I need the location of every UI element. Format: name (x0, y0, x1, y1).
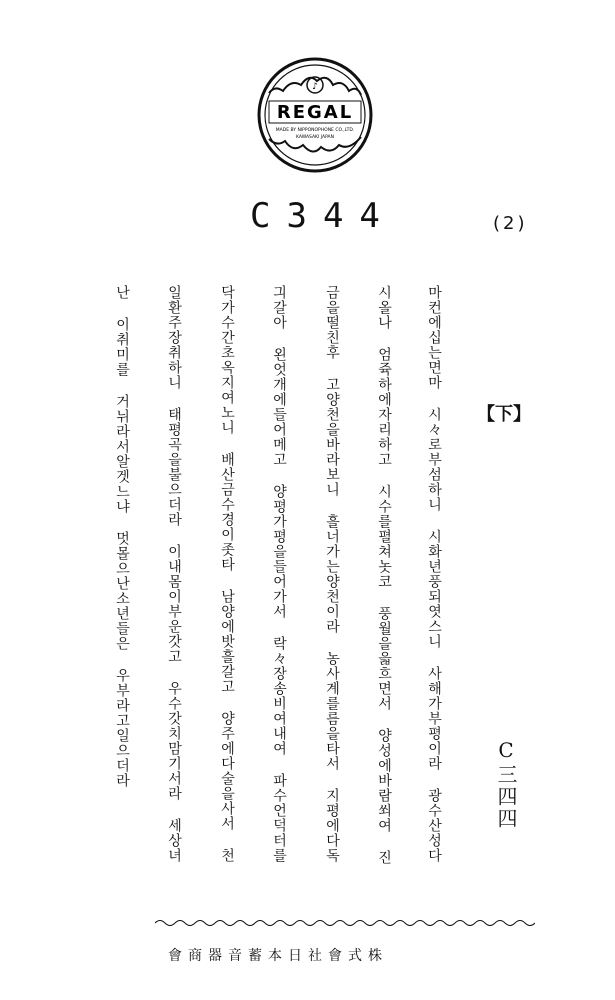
brand-places: KAWASAKI JAPAN (296, 135, 334, 140)
lyrics-column: 금을떨친후 고양천을바라보니 흘너가는양천이라 농사계를름을타서 지평에다독 (324, 285, 340, 863)
catalog-number: C344 (250, 196, 396, 236)
lyrics-column: 시올나 엄쥭하에자리하고 시수를펼쳐놋코 풍월을읇흐면서 양성에바람쐬여 진 (376, 285, 392, 865)
decorative-wavy-rule (155, 918, 535, 928)
regal-label-logo (255, 55, 375, 175)
lyrics-column: 닥가수간초옥지여노니 배산금수경이좃타 남양에밧흘갈고 양주에다술을사서 천 (219, 285, 235, 863)
side-number: (2) (493, 213, 528, 234)
part-marker: 【下】 (477, 404, 531, 425)
lyrics-column: 마컨에십는면마 시々로부섬하니 시화년풍되엿스니 사해가부평이라 광수산성다 (426, 285, 442, 863)
lyrics-column: 일환주장취하니 태평곡을불으더라 이내몸이부운갓고 우수갓치맘기서라 세상녀 (166, 285, 182, 863)
side-catalog-code: C三四四 (494, 738, 518, 830)
brand-text: REGAL (276, 102, 354, 123)
regal-emblem-graphic (255, 55, 375, 175)
brand-subtitle: MADE BY NIPPONOPHONE CO.,LTD. (275, 128, 355, 133)
publisher-footer: 會商器音蓄本日社會式株 (168, 948, 388, 964)
lyrics-column: 긔갈아 왼엇개에들어메고 양평가평을들어가서 락々장송비여내여 파수언덕터를 (271, 285, 287, 863)
lyrics-column: 난 이취미를 거뉘라서알겟느냐 멋몰으난소년들은 우부라고일으더라 (114, 285, 130, 788)
svg-text:♪: ♪ (312, 82, 318, 92)
